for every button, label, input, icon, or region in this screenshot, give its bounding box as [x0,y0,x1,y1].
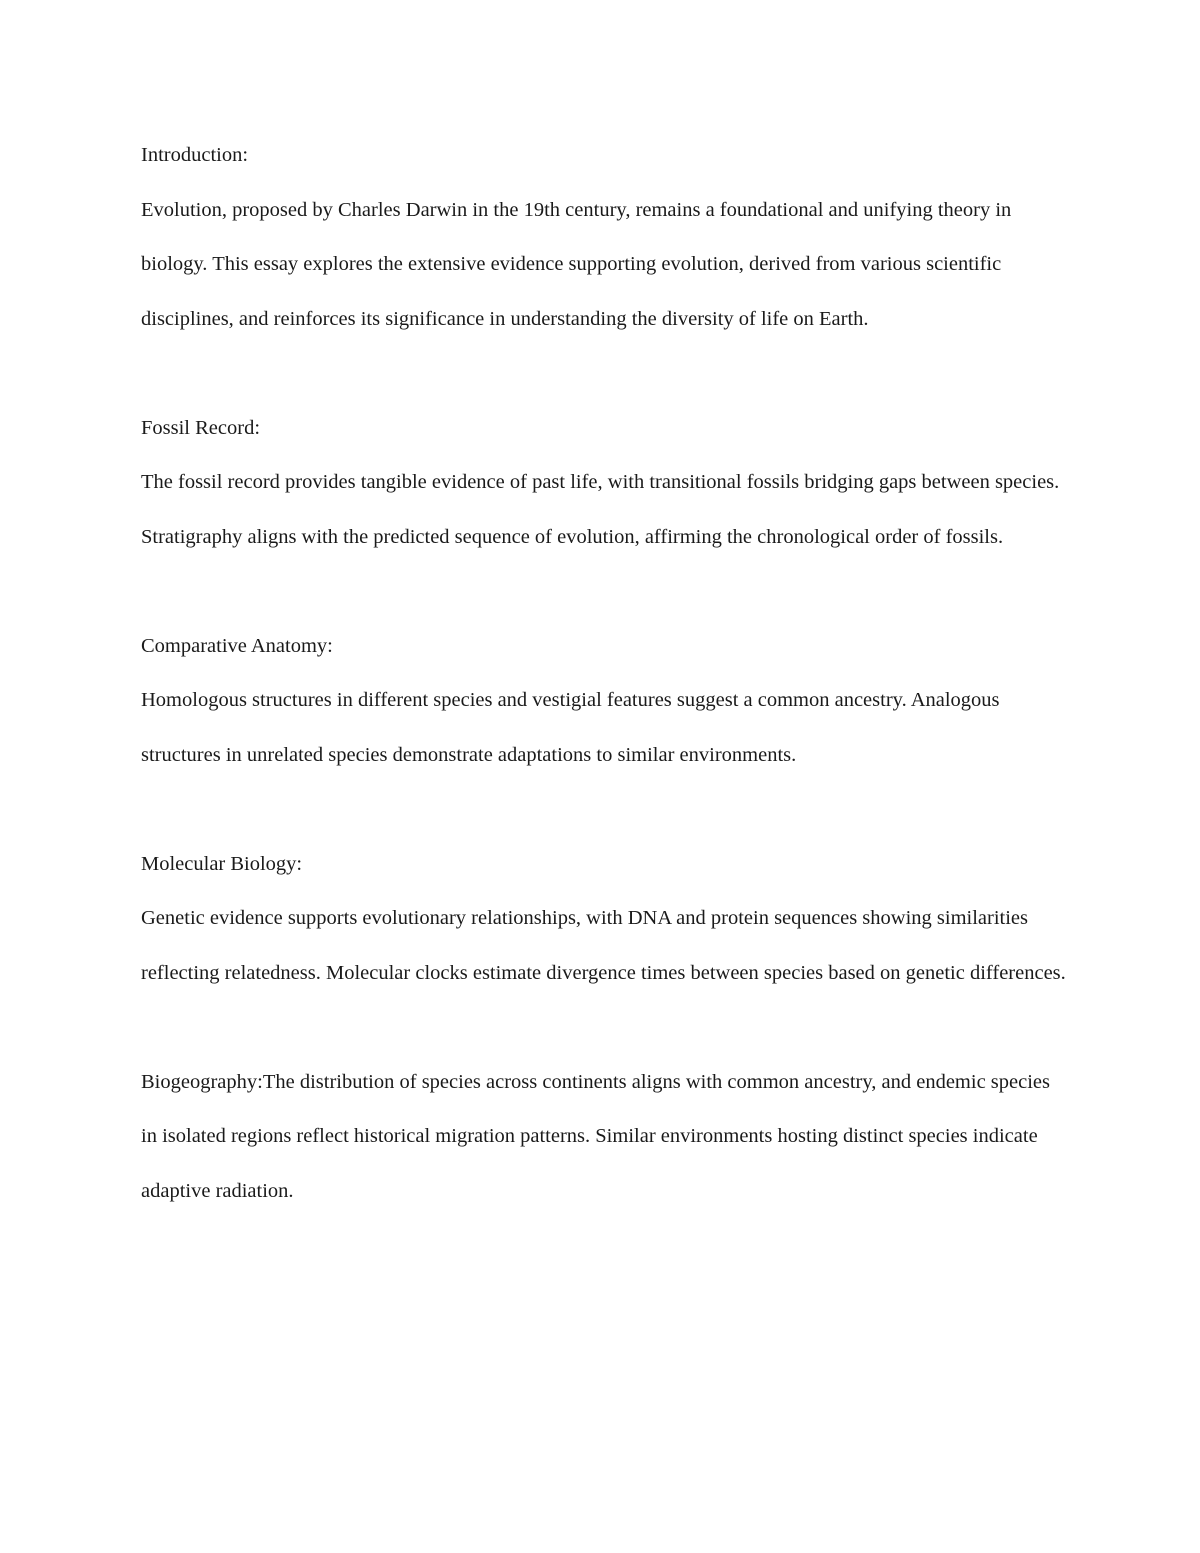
section-heading: Fossil Record: [141,416,261,439]
document-body [141,128,1066,1273]
section-heading: Molecular Biology: [141,852,303,875]
section-paragraph: Homologous structures in different species and vestigial features suggest a common ancestry. Analogous structures in unrelated species demonstrate adaptations to similar environments. [141,689,1000,766]
section-comparative-anatomy [141,619,1066,783]
section-fossil-record [141,401,1066,565]
section-biogeography [141,1055,1066,1219]
section-paragraph: Genetic evidence supports evolutionary relationships, with DNA and protein sequences showing similarities reflecting relatedness. Molecular clocks estimate divergence times between species based on genetic differences. [141,907,1066,984]
section-paragraph: The fossil record provides tangible evidence of past life, with transitional fossils bridging gaps between species. Stratigraphy aligns with the predicted sequence of evolution, affirming the chronological order of fossils. [141,471,1060,548]
section-molecular-biology [141,837,1066,1001]
section-introduction [141,128,1066,346]
section-heading: Introduction: [141,144,249,166]
section-heading: Biogeography: [141,1070,263,1093]
section-paragraph: Evolution, proposed by Charles Darwin in the 19th century, remains a foundational and unifying theory in biology. This essay explores the extensive evidence supporting evolution, derived from various scientific disciplines, and reinforces its significance in understanding the diversity of life on Earth. [141,198,1012,330]
section-paragraph: The distribution of species across continents aligns with common ancestry, and endemic species in isolated regions reflect historical migration patterns. Similar environments hosting distinct species indicate adaptive radiation. [141,1070,1050,1202]
section-heading: Comparative Anatomy: [141,634,333,657]
